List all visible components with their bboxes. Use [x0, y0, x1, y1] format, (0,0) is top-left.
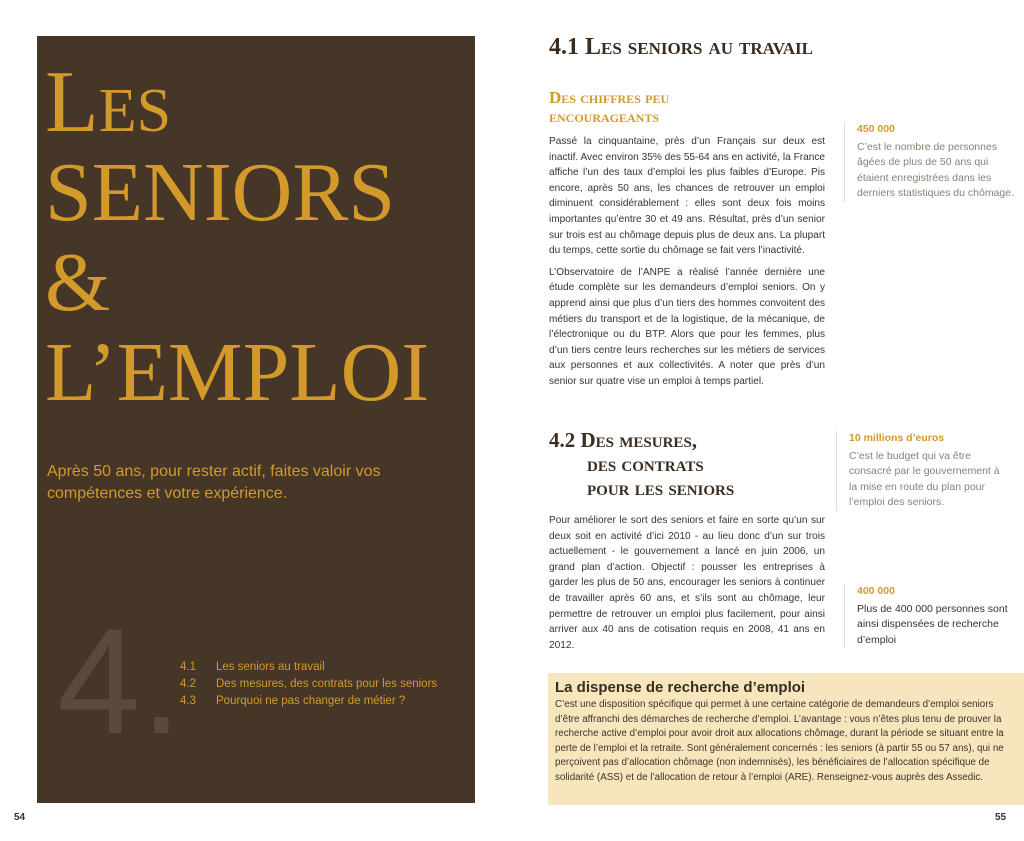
side-note-title: 450 000	[857, 123, 895, 135]
toc-item-label: Pourquoi ne pas changer de métier ?	[216, 695, 406, 707]
side-note-text: C’est le nombre de personnes âgées de plus de 50 ans qui étaient enregistrées dans les derniers statistiques du chômage.	[857, 140, 1015, 199]
toc-item[interactable]	[180, 659, 437, 676]
chapter-title-panel	[37, 36, 475, 803]
paragraph: L’Observatoire de l’ANPE a réalisé l’année dernière une étude complète sur les demandeurs d’emploi seniors. On y apprend ainsi que plus d’un tiers des hommes convoitent des métiers du transport et de la logistique, de la mécanique, de l’électronique ou du BTP. Alors que pour les femmes, plus d’un tiers centre leurs recherches sur les métiers de services aux personnes et aux collectivités. A noter que près d’un senior sur quatre vise un emploi à temps partiel.	[549, 266, 825, 387]
toc-item-number: 4.2	[180, 678, 196, 690]
side-note-400000	[844, 584, 1017, 648]
title-line-3: &	[45, 236, 111, 329]
toc-item[interactable]	[180, 676, 437, 693]
chapter-toc	[180, 659, 437, 710]
chapter-title	[45, 54, 470, 419]
toc-item-label: Les seniors au travail	[216, 661, 325, 673]
side-note-title: 10 millions d’euros	[849, 432, 945, 444]
heading-line-1: 4.2 Des mesures,	[549, 428, 698, 452]
side-note-text: Plus de 400 000 personnes sont ainsi dispensées de recherche d’emploi	[857, 602, 1008, 646]
title-line-1: Les	[45, 54, 172, 151]
info-box	[548, 673, 1024, 805]
side-note-text: C’est le budget qui va être consacré par le gouvernement à la mise en route du plan pour l’emploi des seniors.	[849, 449, 1000, 508]
side-note-450000	[844, 122, 1017, 202]
side-note-budget	[836, 431, 1009, 511]
page-number-right: 55	[995, 812, 1007, 823]
side-note-title: 400 000	[857, 585, 895, 597]
section-4-1-body	[549, 134, 825, 396]
title-line-4: L’EMPLOI	[45, 326, 430, 419]
toc-item-number: 4.1	[180, 661, 196, 673]
section-4-1-heading: 4.1 Les seniors au travail	[549, 34, 814, 60]
chapter-number: 4.	[57, 597, 183, 765]
paragraph: Pour améliorer le sort des seniors et faire en sorte qu’un sur deux soit en activité d’ici 2010 - au lieu donc d’un sur trois actuellement - le gouvernement a lancé en juin 2006, un grand plan d’action. Objectif : pousser les entreprises à garder les plus de 50 ans, encourager les seniors à continuer de travailler après 60 ans, et s’ils sont au chômage, leur permettre de retrouver un emploi plus facilement, pour ainsi arriver aux 40 ans de cotisation requis en 2008, 41 ans en 2012.	[549, 515, 825, 651]
toc-item-number: 4.3	[180, 695, 196, 707]
chapter-subtitle: Après 50 ans, pour rester actif, faites valoir vos compétences et votre expérience.	[47, 463, 381, 502]
info-box-text: C’est une disposition spécifique qui permet à une certaine catégorie de demandeurs d’emploi seniors d’être affranchi des démarches de recherche d’emploi. L’avantage : vous n’êtes plus tenu de prouver la recherche active d’emploi pour avoir droit aux allocations chômage, durant la période se situant entre la perte de l’emploi et la retraite. Sont généralement concernés : les seniors (à partir 55 ou 57 ans), qui ne perçoivent pas d’allocation chômage (non indemnisés), les bénéficiaires de l’allocation spécifique de solidarité (ASS) et de l’allocation de retour à l’emploi (ARE). Renseignez-vous auprès des Assedic.	[555, 699, 1004, 783]
page-number-left: 54	[14, 812, 26, 823]
toc-item-label: Des mesures, des contrats pour les seniors	[216, 678, 438, 690]
section-4-2-body	[549, 513, 825, 659]
section-4-1-subheading: Des chiffres peu encourageants	[549, 88, 670, 126]
section-4-2-heading	[549, 428, 734, 500]
heading-line-3: pour les seniors	[587, 476, 735, 500]
title-line-2: SENIORS	[45, 146, 396, 239]
paragraph: Passé la cinquantaine, près d’un Français sur deux est inactif. Avec environ 35% des 55-64 ans en activité, la France affiche l’un des taux d’emploi les plus faibles d’Europe. Pis encore, après 50 ans, les chances de retrouver un emploi diminuent considérablement : elles sont deux fois moins importantes qu’entre 30 et 49 ans. Résultat, près d’un senior sur trois est au chômage depuis plus de deux ans. La plupart du temps, cette sortie du chômage se fait vers l’inactivité.	[549, 136, 825, 257]
toc-item[interactable]	[180, 693, 437, 710]
info-box-title: La dispense de recherche d’emploi	[555, 679, 806, 696]
heading-line-2: des contrats	[587, 452, 704, 476]
